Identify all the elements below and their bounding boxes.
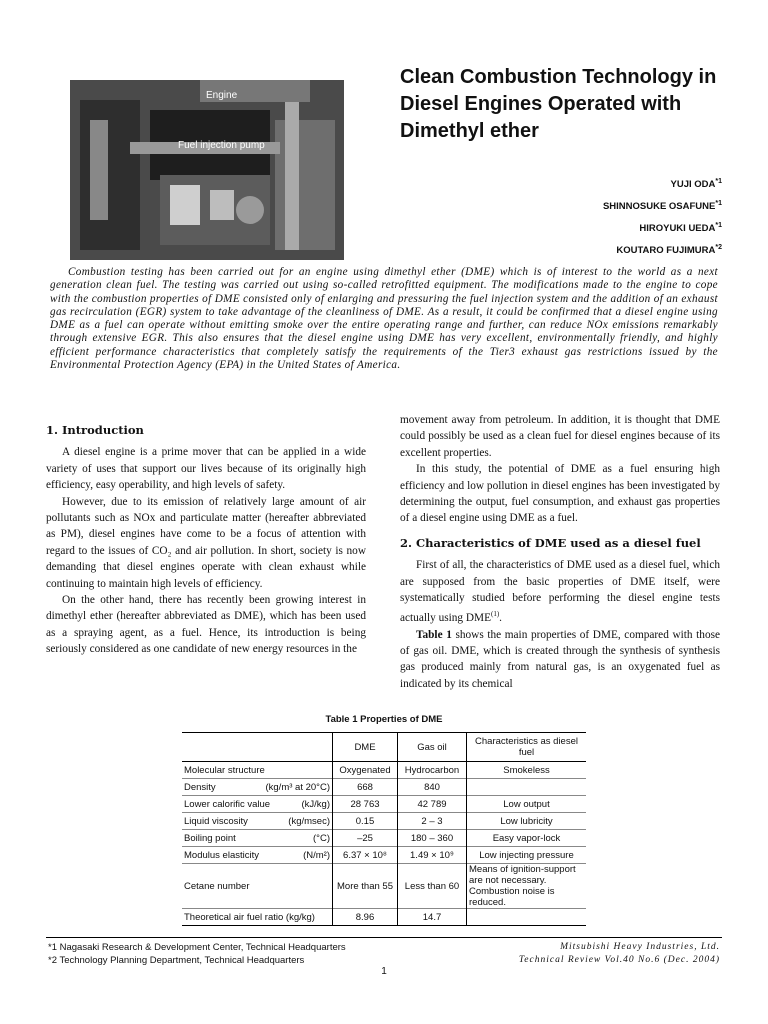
dme-cell: –25 [333, 830, 398, 847]
dme-cell: More than 55 [333, 864, 398, 909]
author: YUJI ODA$^{*1}$ [670, 178, 722, 191]
footnotes [48, 941, 346, 967]
engine-callout: Engine [206, 90, 238, 101]
footnote: *1 Nagasaki Research & Development Center, Technical Headquarters [48, 942, 346, 953]
engine-photo [70, 80, 344, 260]
footnote: *2 Technology Planning Department, Technical Headquarters [48, 955, 305, 966]
property-name: Modulus elasticity [184, 849, 259, 861]
table-row [182, 779, 586, 796]
char-cell: Low output [467, 796, 587, 813]
dme-cell: Oxygenated [333, 762, 398, 779]
property-unit: (kg/msec) [288, 815, 330, 827]
property-unit: (kg/m³ at 20°C) [265, 781, 330, 793]
table-header: DME [333, 733, 398, 762]
gasoil-cell: 2 – 3 [398, 813, 467, 830]
engine-image [70, 80, 344, 260]
paragraph: Table 1 shows the main properties of DME, compared with those of gas oil. DME, which is created through the synthesis of synthesis gas produced mainly from natural gas, is an oxygenated fuel as indicated by its chemical [400, 628, 721, 690]
table-row [182, 813, 586, 830]
publication-info [519, 941, 720, 967]
property-unit: (°C) [313, 832, 330, 844]
property-name: Boiling point [184, 832, 236, 844]
gasoil-cell: 1.49 × 10⁹ [398, 847, 467, 864]
citation: (1) [491, 610, 500, 619]
section-heading: 2. Characteristics of DME used as a diesel fuel [400, 535, 701, 550]
char-cell: Low lubricity [467, 813, 587, 830]
property-cell [182, 847, 333, 864]
dme-cell: 0.15 [333, 813, 398, 830]
property-name: Theoretical air fuel ratio (kg/kg) [184, 911, 315, 923]
paragraph: movement away from petroleum. In addition, it is thought that DME could possibly be used as a clean fuel for diesel engines because of its excellent properties. [400, 414, 720, 459]
table-row [182, 830, 586, 847]
property-cell [182, 762, 333, 779]
property-name: Density [184, 781, 216, 793]
abstract: Combustion testing has been carried out for an engine using dimethyl ether (DME) which is of interest to the world as a next generation clean fuel. The testing was carried out using so-called retrofitted equipment. The modifications made to the engine to cope with the combustion properties of DME consisted only of enlarging and pressuring the fuel injection system and the addition of an exhaust gas recirculation (EGR) system to take advantage of the cleanliness of DME. As a result, it could be confirmed that a diesel engine using DME as a fuel can operate without emitting smoke over the entire operating range and further, can reduce NOx emissions remarkably through extensive EGR. This also ensures that the diesel engine using DME has very excellent, environmentally friendly, and highly efficient performance characteristics that completely satisfy the requirements of the Tier3 exhaust gas restrictions issued by the Environmental Protection Agency (EPA) in the United States of America. [50, 266, 718, 372]
table-header-row [182, 733, 586, 762]
paper-title: Clean Combustion Technology in Diesel Engines Operated with Dimethyl ether [400, 66, 717, 142]
footnote-rule [46, 937, 722, 938]
char-cell [467, 909, 587, 926]
property-cell [182, 796, 333, 813]
table-ref: Table 1 [416, 628, 452, 641]
table-header [182, 733, 333, 762]
property-cell [182, 830, 333, 847]
author: SHINNOSUKE OSAFUNE$^{*1}$ [602, 200, 722, 213]
fuel-pump-callout: Fuel injection pump [178, 140, 265, 151]
table-caption: Table 1 Properties of DME [325, 714, 443, 725]
journal: Technical Review Vol.40 No.6 (Dec. 2004) [518, 955, 720, 965]
author: HIROYUKI UEDA$^{*1}$ [639, 222, 722, 235]
properties-table [182, 732, 586, 926]
table-row [182, 847, 586, 864]
char-cell: Easy vapor-lock [467, 830, 587, 847]
paragraph: On the other hand, there has recently been growing interest in dimethyl ether (hereafter abbreviated as DME), which has been used as a spraying agent, as a fuel. Hence, its introduction is being seriously considered as one candidate of new energy resources in the [46, 594, 366, 656]
gasoil-cell: 840 [398, 779, 467, 796]
gasoil-cell: 14.7 [398, 909, 467, 926]
gasoil-cell: Hydrocarbon [398, 762, 467, 779]
paragraph: A diesel engine is a prime mover that can be applied in a wide variety of uses that support our lives because of its originally high efficiency, easy operability, and high levels of safety. [46, 446, 366, 492]
table-header: Characteristics as diesel fuel [467, 733, 587, 762]
char-cell: Means of ignition-support are not necessary. Combustion noise is reduced. [467, 864, 587, 909]
gasoil-cell: Less than 60 [398, 864, 467, 909]
publisher: Mitsubishi Heavy Industries, Ltd. [560, 942, 720, 952]
table-header: Gas oil [398, 733, 467, 762]
dme-cell: 6.37 × 10⁸ [333, 847, 398, 864]
property-name: Lower calorific value [184, 798, 271, 810]
dme-cell: 668 [333, 779, 398, 796]
paragraph: First of all, the characteristics of DME used as a diesel fuel, which are supposed from the basic properties of DME itself, were systematically studied before performing the diesel engine tests actually using DME$^{(1)}$. [400, 559, 720, 625]
paragraph: However, due to its emission of relatively large amount of air pollutants such as NOx and particulate matter (hereafter abbreviated as PM), diesel engines have come to be a focus of attention with regard to the issues of CO₂ and air pollution. In short, society is now demanding that diesel engines operate with clean exhaust while continuing to maintain high levels of efficiency. [46, 495, 366, 590]
gasoil-cell: 42 789 [398, 796, 467, 813]
property-cell [182, 909, 333, 926]
property-name: Liquid viscosity [184, 815, 248, 827]
author-list [603, 172, 722, 261]
property-unit: (kJ/kg) [301, 798, 330, 810]
table-row [182, 864, 586, 909]
author: KOUTARO FUJIMURA$^{*2}$ [616, 244, 722, 257]
char-cell: Low injecting pressure [467, 847, 587, 864]
char-cell: Smokeless [467, 762, 587, 779]
property-cell [182, 779, 333, 796]
table-row [182, 796, 586, 813]
table-row [182, 909, 586, 926]
char-cell [467, 779, 587, 796]
dme-cell: 8.96 [333, 909, 398, 926]
section-heading: 1. Introduction [46, 423, 144, 437]
property-name: Cetane number [184, 880, 250, 892]
left-column [46, 412, 366, 658]
dme-cell: 28 763 [333, 796, 398, 813]
right-column [400, 412, 720, 692]
gasoil-cell: 180 – 360 [398, 830, 467, 847]
paragraph: In this study, the potential of DME as a fuel ensuring high efficiency and low pollution in diesel engines has been investigated by determining the output, fuel consumption, and exhaust gas properties of a diesel engine using DME as a fuel. [400, 463, 720, 525]
table-row [182, 762, 586, 779]
property-cell [182, 813, 333, 830]
page-number: 1 [381, 966, 387, 977]
property-name: Molecular structure [184, 764, 265, 776]
property-unit: (N/m²) [303, 849, 330, 861]
property-cell [182, 864, 333, 909]
